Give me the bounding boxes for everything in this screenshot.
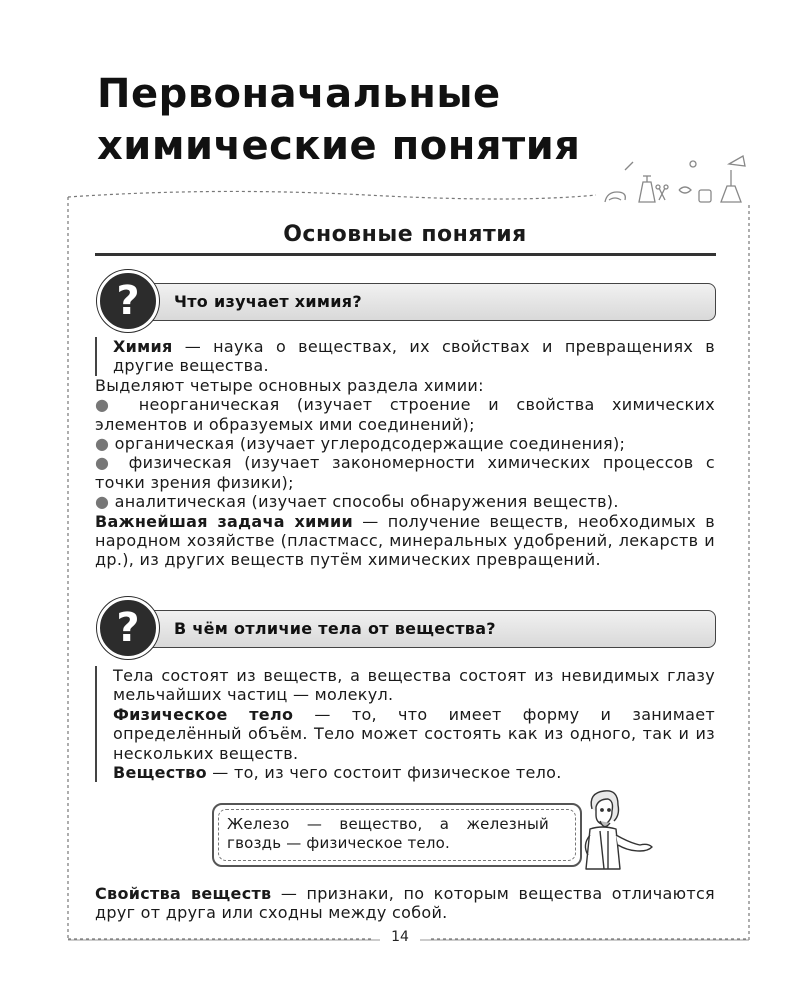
list-item [95, 395, 715, 434]
definition-text: — то, что имеет форму и занимает определённый объём. Тело может состоять как из одного, так и из нескольких веществ. [113, 704, 715, 763]
example-note [212, 803, 582, 867]
question-text: Что изучает химия? [174, 292, 362, 311]
section-title: Основные понятия [283, 222, 527, 247]
properties-paragraph [95, 884, 715, 923]
list-item-text: неорганическая (изучает строение и свойства химических элементов и образуемых ими соединений); [95, 395, 715, 434]
list-item [95, 453, 715, 492]
list-item [95, 434, 715, 453]
list-item [95, 492, 715, 511]
definition-text: — то, из чего состоит физическое тело. [206, 763, 562, 783]
list-item-text: аналитическая (изучает способы обнаружения веществ). [114, 492, 619, 512]
properties-definition [95, 884, 715, 923]
scientist-illustration [578, 785, 658, 870]
list-item-text: физическая (изучает закономерности химических процессов с точки зрения физики); [95, 453, 715, 492]
substance-definition [113, 763, 715, 782]
term: Физическое тело [113, 704, 294, 724]
question-text: В чём отличие тела от вещества? [174, 619, 496, 638]
chemistry-definition-block [95, 337, 715, 570]
definition-text: — признаки, по которым вещества отличаются друг от друга или сходны между собой. [95, 884, 715, 923]
bullet-icon: ● [95, 492, 110, 512]
question-bar [118, 283, 716, 321]
page-title [97, 68, 580, 172]
bullet-icon: ● [95, 434, 110, 454]
definition-text: — наука о веществах, их свойствах и превращениях в другие вещества. [113, 337, 715, 376]
list-item-text: органическая (изучает углеродсодержащие соединения); [114, 434, 626, 454]
bullet-icon: ● [95, 453, 117, 473]
term: Вещество [113, 763, 207, 783]
body-substance-definitions [95, 666, 715, 782]
title-line: химические понятия [97, 123, 581, 169]
chemistry-definition [95, 337, 715, 376]
term: Химия [113, 337, 173, 356]
section-divider [95, 253, 716, 256]
term: Важнейшая задача химии [95, 511, 354, 531]
page-number: 14 [380, 929, 420, 945]
chemistry-task [95, 512, 715, 570]
title-line: Первоначальные [97, 71, 501, 117]
physical-body-definition [113, 705, 715, 763]
branches-intro: Выделяют четыре основных раздела химии: [95, 375, 484, 395]
question-mark-icon: ? [97, 597, 159, 659]
body-substance-block [95, 666, 715, 782]
bullet-icon: ● [95, 395, 122, 415]
term: Свойства веществ [95, 884, 272, 903]
note-text: Железо — вещество, а железный гвоздь — физическое тело. [227, 815, 549, 852]
definition-text: — получение веществ, необходимых в народном хозяйстве (пластмасс, минеральных удобрений, лекарств и др.), из других веществ путём химических превращений. [95, 511, 715, 570]
question-mark-icon: ? [97, 270, 159, 332]
question-bar [118, 610, 716, 648]
bodies-intro: Тела состоят из веществ, а вещества состоят из невидимых глазу мельчайших частиц — молекул. [113, 666, 715, 705]
